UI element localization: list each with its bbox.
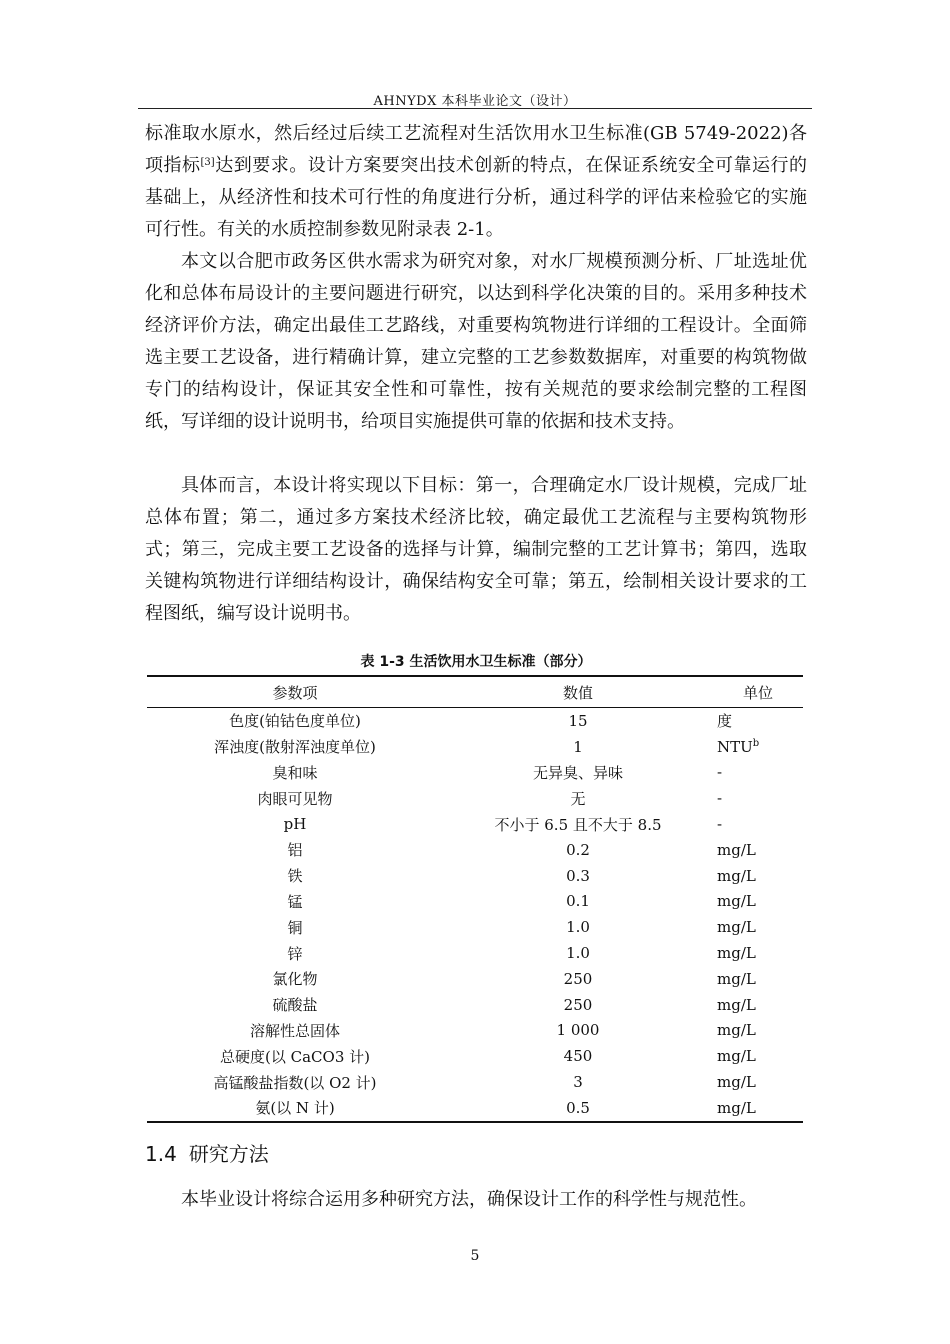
cell-parameter: 高锰酸盐指数(以 O2 计) bbox=[213, 1073, 377, 1092]
page-number: 5 bbox=[470, 1248, 480, 1264]
paragraph-3 bbox=[145, 470, 807, 630]
cell-unit: mg/L bbox=[717, 995, 756, 1014]
paragraph-3-text: 具体而言，本设计将实现以下目标：第一，合理确定水厂设计规模，完成厂址总体布置；第二，通过多方案技术经济比较，确定最优工艺流程与主要构筑物形式；第三，完成主要工艺设备的选择与计算，编制完整的工艺计算书；第四，选取关键构筑物进行详细结构设计，确保结构安全可靠；第五，绘制相关设计要求的工程图纸，编写设计说明书。 bbox=[145, 475, 807, 624]
cell-value: 250 bbox=[563, 969, 593, 988]
cell-value: 450 bbox=[563, 1047, 593, 1066]
cell-parameter: 硫酸盐 bbox=[272, 996, 318, 1015]
table-row bbox=[147, 760, 803, 786]
section-title: 研究方法 bbox=[188, 1142, 269, 1166]
cell-parameter: 溶解性总固体 bbox=[249, 1021, 340, 1040]
cell-unit: mg/L bbox=[717, 918, 756, 937]
unit-text: NTU bbox=[717, 737, 753, 756]
header-parameter: 参数项 bbox=[272, 683, 318, 702]
table-row bbox=[147, 837, 803, 863]
table-row bbox=[147, 1095, 803, 1122]
cell-unit: mg/L bbox=[717, 1073, 756, 1092]
footnote-marker: b bbox=[752, 737, 760, 749]
closing-paragraph: 本毕业设计将综合运用多种研究方法，确保设计工作的科学性与规范性。 bbox=[181, 1189, 757, 1210]
water-standard-table bbox=[147, 675, 803, 1123]
cell-parameter: 浑浊度(散射浑浊度单位) bbox=[214, 738, 376, 757]
cell-value: 无异臭、异味 bbox=[532, 763, 623, 782]
cell-value: 无 bbox=[570, 789, 586, 808]
cell-parameter: 氨(以 N 计) bbox=[255, 1099, 335, 1118]
cell-unit: mg/L bbox=[717, 840, 756, 859]
paragraph-1-text-b: 达到要求。设计方案要突出技术创新的特点，在保证系统安全可靠运行的基础上，从经济性和技术可行性的角度进行分析，通过科学的评估来检验它的实施可行性。有关的水质控制参数见附录表 2-1。 bbox=[145, 155, 807, 240]
table-row bbox=[147, 966, 803, 992]
cell-parameter: 铁 bbox=[287, 867, 303, 886]
cell-parameter: 铝 bbox=[287, 841, 303, 860]
cell-parameter: 总硬度(以 CaCO3 计) bbox=[220, 1047, 370, 1066]
cell-value: 1 000 bbox=[556, 1021, 600, 1040]
table-row bbox=[147, 914, 803, 940]
paragraph-1 bbox=[145, 118, 807, 246]
cell-unit: mg/L bbox=[717, 1021, 756, 1040]
cell-parameter: 臭和味 bbox=[272, 763, 318, 782]
cell-unit: mg/L bbox=[717, 1047, 756, 1066]
table-row bbox=[147, 1043, 803, 1069]
cell-value: 0.1 bbox=[566, 892, 590, 911]
header-divider bbox=[138, 108, 812, 109]
table-row bbox=[147, 992, 803, 1018]
cell-unit: mg/L bbox=[717, 1098, 756, 1117]
table-row bbox=[147, 1069, 803, 1095]
cell-value: 0.2 bbox=[566, 840, 590, 859]
table-row bbox=[147, 863, 803, 889]
section-heading bbox=[145, 1138, 269, 1167]
cell-value: 1.0 bbox=[566, 944, 590, 963]
table-header-row bbox=[147, 676, 803, 708]
paragraph-1-text-a: 标准取水原水，然后经过后续工艺流程对生活饮用水卫生标准(GB 5749-2022)各项指标 bbox=[145, 123, 807, 176]
cell-value: 250 bbox=[563, 995, 593, 1014]
cell-value: 1.0 bbox=[566, 918, 590, 937]
cell-unit bbox=[713, 734, 803, 760]
citation-ref: [3] bbox=[200, 157, 215, 168]
cell-parameter: 色度(铂钴色度单位) bbox=[229, 712, 361, 731]
cell-unit: mg/L bbox=[717, 866, 756, 885]
table-row bbox=[147, 1018, 803, 1044]
cell-unit: mg/L bbox=[717, 892, 756, 911]
cell-unit: 度 bbox=[717, 712, 733, 731]
cell-parameter: 氯化物 bbox=[272, 970, 318, 989]
table-row bbox=[147, 734, 803, 760]
cell-parameter: 锌 bbox=[287, 944, 303, 963]
cell-value: 0.3 bbox=[566, 866, 590, 885]
table-row bbox=[147, 811, 803, 837]
cell-value: 15 bbox=[568, 711, 588, 730]
cell-value: 不小于 6.5 且不大于 8.5 bbox=[494, 815, 662, 834]
table-caption: 表 1-3 生活饮用水卫生标准（部分） bbox=[360, 654, 592, 670]
cell-value: 1 bbox=[573, 737, 583, 756]
cell-unit: mg/L bbox=[717, 944, 756, 963]
page-header: AHNYDX 本科毕业论文（设计） bbox=[373, 94, 577, 109]
cell-unit: - bbox=[717, 815, 723, 834]
table-row bbox=[147, 940, 803, 966]
table-row bbox=[147, 889, 803, 915]
cell-unit: - bbox=[717, 789, 723, 808]
cell-value: 3 bbox=[573, 1073, 583, 1092]
section-number: 1.4 bbox=[145, 1142, 177, 1166]
header-unit: 单位 bbox=[742, 683, 773, 702]
cell-unit: - bbox=[717, 763, 723, 782]
cell-parameter: 铜 bbox=[287, 918, 303, 937]
paragraph-2-text: 本文以合肥市政务区供水需求为研究对象，对水厂规模预测分析、厂址选址优化和总体布局设计的主要问题进行研究，以达到科学化决策的目的。采用多种技术经济评价方法，确定出最佳工艺路线，对重要构筑物进行详细的工程设计。全面筛选主要工艺设备，进行精确计算，建立完整的工艺参数数据库，对重要的构筑物做专门的结构设计，保证其安全性和可靠性，按有关规范的要求绘制完整的工程图纸，写详细的设计说明书，给项目实施提供可靠的依据和技术支持。 bbox=[145, 251, 807, 432]
table-row bbox=[147, 785, 803, 811]
cell-value: 0.5 bbox=[566, 1098, 590, 1117]
table-row bbox=[147, 708, 803, 734]
cell-parameter: pH bbox=[283, 815, 307, 834]
cell-parameter: 肉眼可见物 bbox=[257, 789, 333, 808]
cell-unit: mg/L bbox=[717, 969, 756, 988]
cell-parameter: 锰 bbox=[287, 892, 303, 911]
paragraph-2 bbox=[145, 246, 807, 438]
header-value: 数值 bbox=[562, 683, 593, 702]
